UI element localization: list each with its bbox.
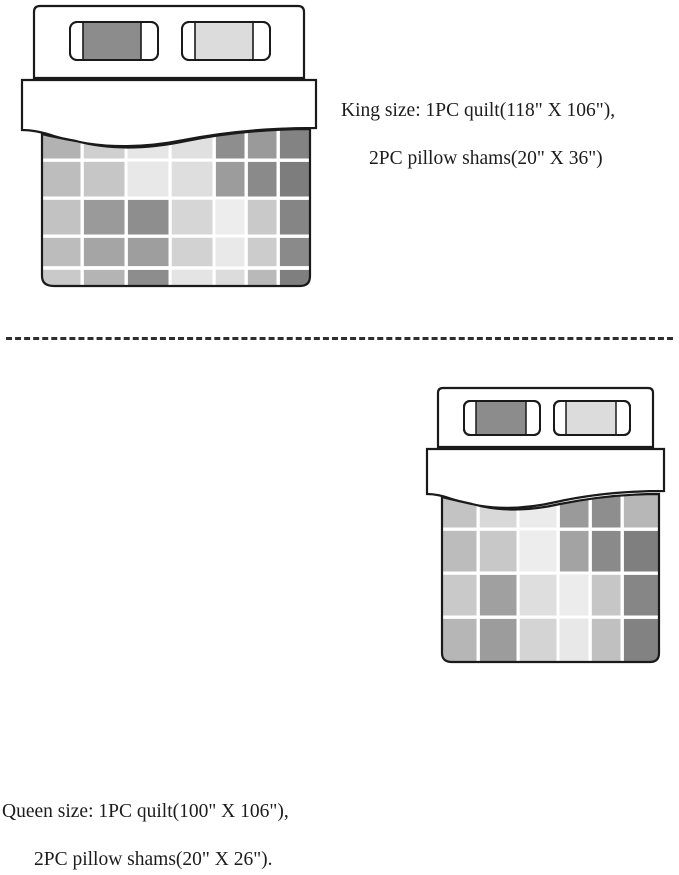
king-bed-illustration xyxy=(14,2,324,302)
queen-caption-line1: Queen size: 1PC quilt(100" X 106"), xyxy=(2,801,289,822)
king-pillow-right xyxy=(182,22,270,60)
queen-pillow-left xyxy=(464,401,540,435)
queen-caption xyxy=(2,797,289,875)
queen-pillow-right xyxy=(554,401,630,435)
king-pillow-left xyxy=(70,22,158,60)
queen-quilt-patchwork xyxy=(434,485,670,675)
king-bed-svg xyxy=(14,2,324,302)
queen-caption-line2: 2PC pillow shams(20" X 26"). xyxy=(34,849,273,870)
queen-size-panel xyxy=(0,340,679,870)
queen-bed-svg xyxy=(420,385,670,675)
king-caption-line1: King size: 1PC quilt(118" X 106"), xyxy=(341,100,616,121)
king-caption xyxy=(341,96,615,174)
king-caption-line2: 2PC pillow shams(20" X 36") xyxy=(369,148,603,169)
king-quilt-patchwork xyxy=(34,120,324,300)
queen-bed-illustration xyxy=(420,385,670,675)
king-size-panel xyxy=(0,0,679,338)
